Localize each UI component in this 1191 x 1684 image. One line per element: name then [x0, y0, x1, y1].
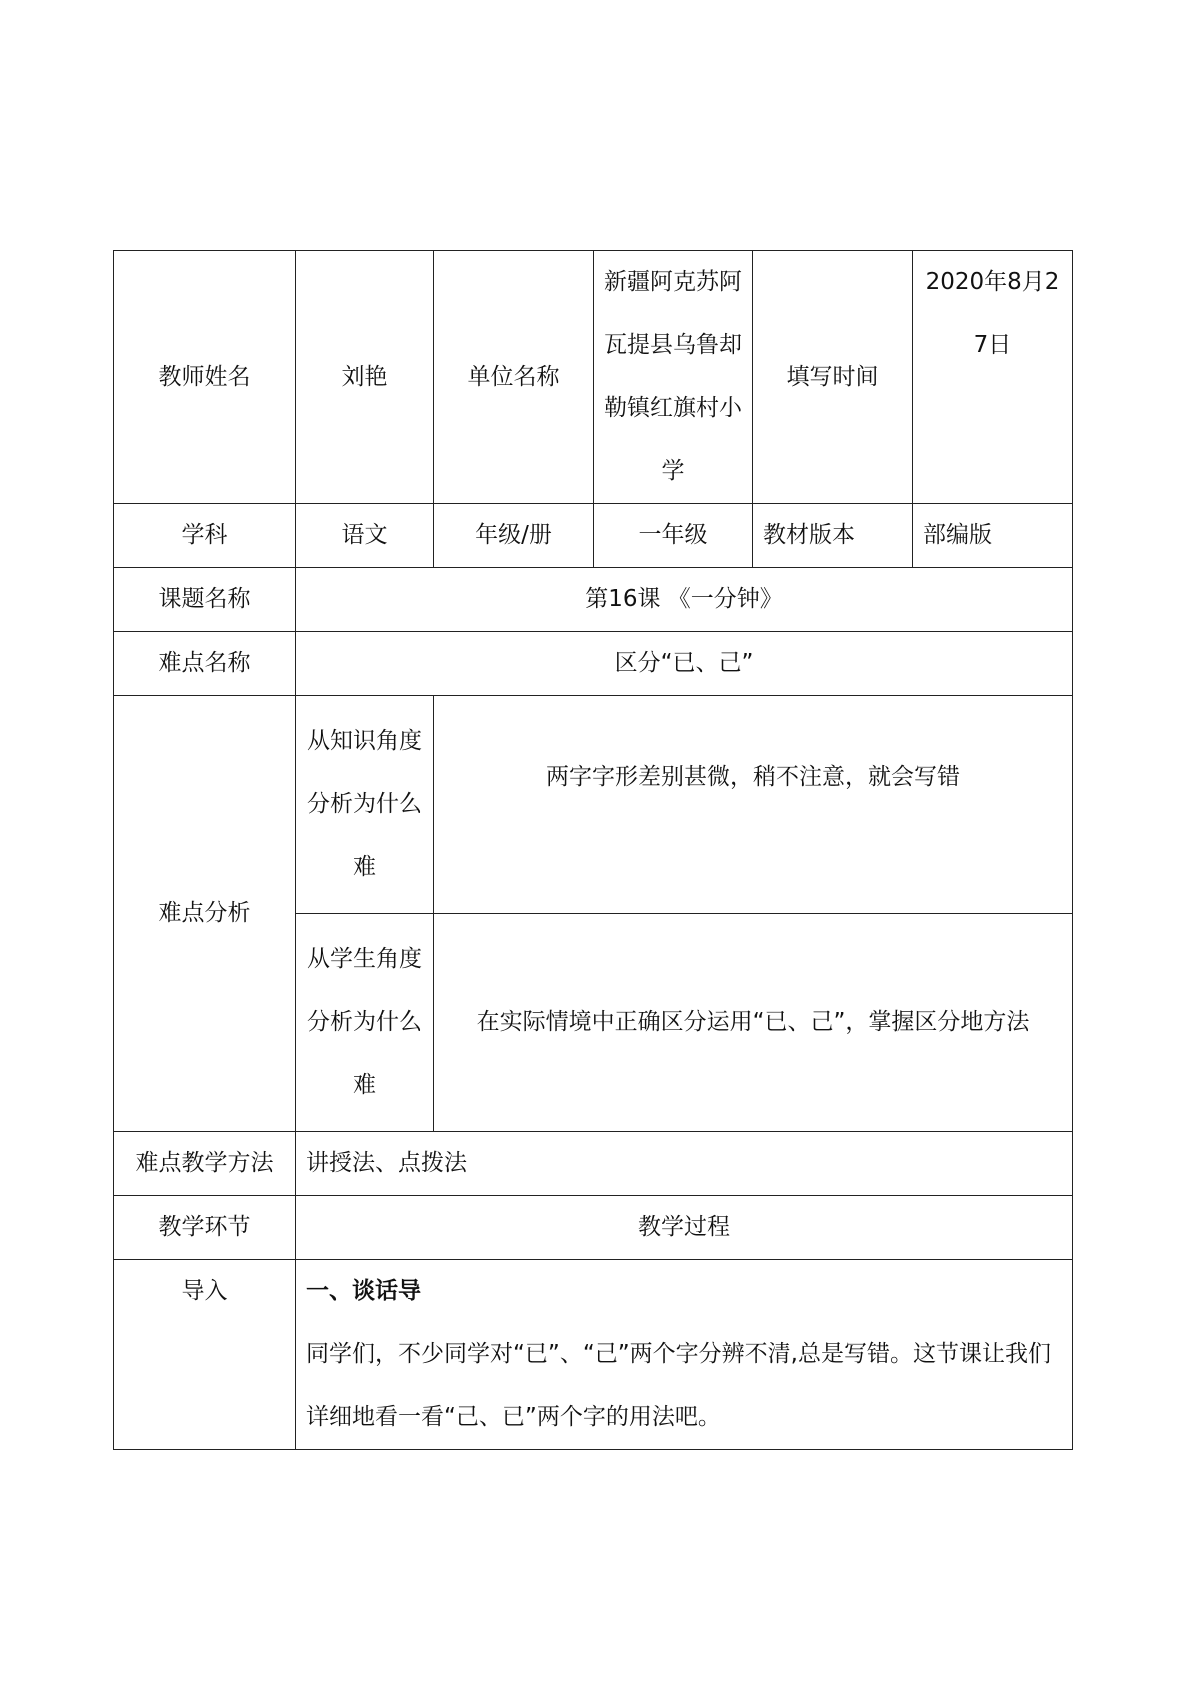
subject-row	[114, 504, 1073, 568]
grade-value: 一年级	[594, 504, 753, 568]
fill-date-value: 2020年8月27日	[913, 251, 1073, 504]
edition-value: 部编版	[913, 504, 1073, 568]
intro-content	[296, 1260, 1073, 1450]
subject-value: 语文	[296, 504, 434, 568]
grade-label: 年级/册	[434, 504, 594, 568]
analysis-label: 难点分析	[114, 696, 296, 1132]
student-angle-value: 在实际情境中正确区分运用“已、己”，掌握区分地方法	[434, 914, 1073, 1132]
knowledge-angle-value: 两字字形差别甚微，稍不注意，就会写错	[434, 696, 1073, 914]
topic-label: 课题名称	[114, 568, 296, 632]
lesson-plan-table	[113, 250, 1073, 1450]
method-row	[114, 1132, 1073, 1196]
stage-intro-label: 导入	[114, 1260, 296, 1450]
teacher-name-label: 教师姓名	[114, 251, 296, 504]
knowledge-angle-label: 从知识角度分析为什么难	[296, 696, 434, 914]
teacher-info-row	[114, 251, 1073, 504]
unit-name-value: 新疆阿克苏阿瓦提县乌鲁却勒镇红旗村小学	[594, 251, 753, 504]
stage-header: 教学环节	[114, 1196, 296, 1260]
intro-text: 同学们，不少同学对“已”、“己”两个字分辨不清,总是写错。这节课让我们详细地看一看“己、已”两个字的用法吧。	[306, 1341, 1051, 1430]
student-angle-label: 从学生角度分析为什么难	[296, 914, 434, 1132]
difficulty-label: 难点名称	[114, 632, 296, 696]
fill-date-label: 填写时间	[753, 251, 913, 504]
topic-row	[114, 568, 1073, 632]
unit-name-label: 单位名称	[434, 251, 594, 504]
edition-label: 教材版本	[753, 504, 913, 568]
topic-value: 第16课 《一分钟》	[296, 568, 1073, 632]
teacher-name-value: 刘艳	[296, 251, 434, 504]
subject-label: 学科	[114, 504, 296, 568]
difficulty-row	[114, 632, 1073, 696]
intro-heading: 一、谈话导	[306, 1278, 421, 1304]
process-header-row	[114, 1196, 1073, 1260]
difficulty-value: 区分“已、己”	[296, 632, 1073, 696]
process-header: 教学过程	[296, 1196, 1073, 1260]
method-label: 难点教学方法	[114, 1132, 296, 1196]
intro-row	[114, 1260, 1073, 1450]
method-value: 讲授法、点拨法	[296, 1132, 1073, 1196]
analysis-knowledge-row	[114, 696, 1073, 914]
